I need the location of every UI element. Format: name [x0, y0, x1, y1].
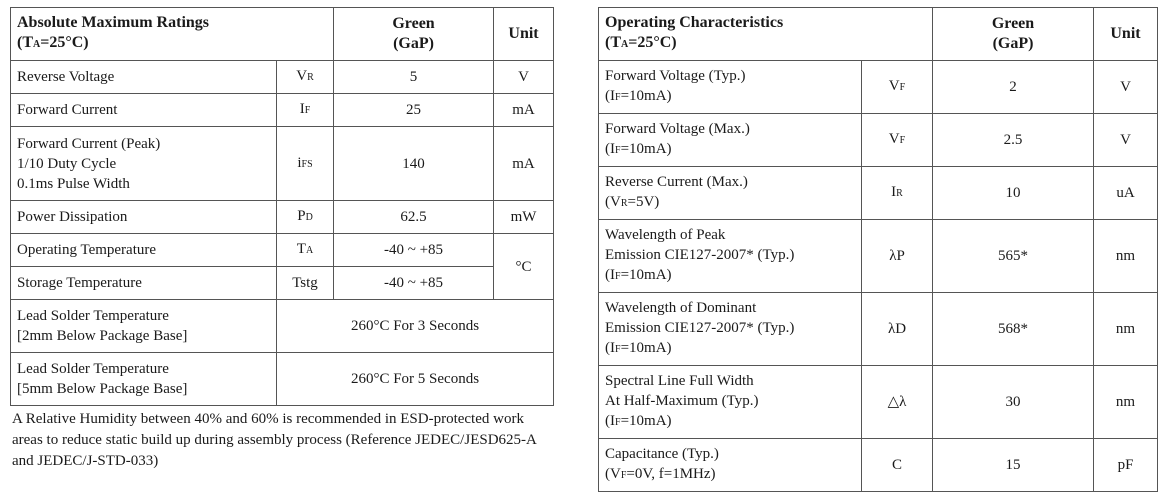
table-row: Forward Current IF 25 mA — [11, 94, 554, 127]
abs-max-green-header: Green (GaP) — [334, 8, 494, 61]
op-char-title: Operating Characteristics — [605, 14, 784, 31]
table-row: Storage Temperature Tstg -40 ~ +85 — [11, 267, 554, 300]
table-row: Power Dissipation PD 62.5 mW — [11, 201, 554, 234]
humidity-note: A Relative Humidity between 40% and 60% is recommended in ESD-protected work areas to reduce static build up during assembly process (Reference JEDEC/JESD625-A and JEDEC/J-STD-033) — [12, 411, 537, 469]
abs-max-condition: (TA=25°C) — [17, 34, 89, 51]
table-row: Reverse Current (Max.) (VR=5V) IR 10 uA — [599, 167, 1158, 220]
table-row: Forward Voltage (Max.) (IF=10mA) VF 2.5 V — [599, 114, 1158, 167]
table-row: Operating Temperature TA -40 ~ +85 °C — [11, 234, 554, 267]
abs-max-title: Absolute Maximum Ratings — [17, 14, 210, 31]
table-row: Lead Solder Temperature [5mm Below Package Base] 260°C For 5 Seconds — [11, 353, 554, 406]
table-row: Wavelength of Peak Emission CIE127-2007* (Typ.) (IF=10mA) λP 565* nm — [599, 220, 1158, 293]
operating-characteristics-table — [598, 7, 1158, 492]
table-row: Forward Current (Peak) 1/10 Duty Cycle 0.1ms Pulse Width iFS 140 mA — [11, 127, 554, 201]
table-row: Wavelength of Dominant Emission CIE127-2007* (Typ.) (IF=10mA) λD 568* nm — [599, 293, 1158, 366]
op-char-title-cell — [599, 8, 933, 61]
table-row: Spectral Line Full Width At Half-Maximum (Typ.) (IF=10mA) △λ 30 nm — [599, 366, 1158, 439]
op-char-green-header: Green (GaP) — [933, 8, 1094, 61]
abs-max-unit-header: Unit — [494, 8, 554, 61]
table-row: Forward Voltage (Typ.) (IF=10mA) VF 2 V — [599, 61, 1158, 114]
table-row: Reverse Voltage VR 5 V — [11, 61, 554, 94]
table-row: Lead Solder Temperature [2mm Below Package Base] 260°C For 3 Seconds — [11, 300, 554, 353]
absolute-max-ratings-table — [10, 7, 554, 406]
abs-max-title-cell — [11, 8, 334, 61]
op-char-condition: (TA=25°C) — [605, 34, 677, 51]
table-row: Capacitance (Typ.) (VF=0V, f=1MHz) C 15 pF — [599, 439, 1158, 492]
op-char-unit-header: Unit — [1094, 8, 1158, 61]
